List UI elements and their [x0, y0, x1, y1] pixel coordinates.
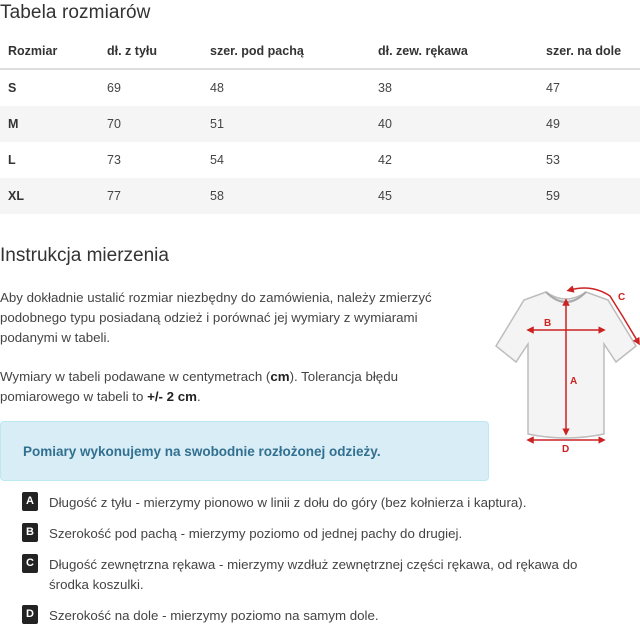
cell-value: 38	[370, 69, 538, 106]
table-row	[0, 69, 640, 106]
legend-badge-c: C	[22, 554, 38, 573]
legend-badge-a: A	[22, 492, 38, 511]
header-chest-width: szer. pod pachą	[202, 34, 370, 69]
header-size: Rozmiar	[0, 34, 99, 69]
tolerance-value: +/- 2 cm	[147, 389, 197, 404]
cell-value: 45	[370, 178, 538, 214]
size-table-title: Tabela rozmiarów	[0, 2, 151, 23]
unit-text: cm	[270, 369, 290, 384]
legend-text-c: Długość zewnętrzna rękawa - mierzymy wzdłuż zewnętrznej części rękawa, od rękawa do środka koszulki.	[49, 557, 578, 592]
label-c: C	[618, 292, 626, 303]
cell-size: L	[0, 142, 99, 178]
legend-text-d: Szerokość na dole - mierzymy poziomo na samym dole.	[49, 608, 379, 623]
cell-value: 69	[99, 69, 202, 106]
cell-value: 70	[99, 106, 202, 142]
instructions-paragraph: Aby dokładnie ustalić rozmiar niezbędny do zamówienia, należy zmierzyć podobnego typu posiadaną odzież i porównać jej wymiary z wymiarami podanymi w tabeli.	[0, 290, 432, 345]
label-d: D	[562, 444, 570, 454]
legend-badge-d: D	[22, 605, 38, 624]
legend-text-b: Szerokość pod pachą - mierzymy poziomo od jednej pachy do drugiej.	[49, 526, 463, 541]
table-row	[0, 106, 640, 142]
size-table	[0, 34, 640, 214]
info-note-text: Pomiary wykonujemy na swobodnie rozłożonej odzieży.	[23, 444, 381, 459]
tolerance-text-end: .	[196, 389, 201, 404]
cell-value: 58	[202, 178, 370, 214]
cell-size: M	[0, 106, 99, 142]
cell-size: S	[0, 69, 99, 106]
cell-value: 49	[538, 106, 640, 142]
size-table-header-row	[0, 34, 640, 69]
legend-text-a: Długość z tyłu - mierzymy pionowo w linii z dołu do góry (bez kołnierza i kaptura).	[49, 495, 527, 510]
header-sleeve-length: dł. zew. rękawa	[370, 34, 538, 69]
cell-value: 73	[99, 142, 202, 178]
legend-badge-b: B	[22, 523, 38, 542]
cell-value: 47	[538, 69, 640, 106]
table-row	[0, 178, 640, 214]
cell-value: 40	[370, 106, 538, 142]
tolerance-text-start: Wymiary w tabeli podawane w centymetrach (	[0, 369, 271, 384]
label-b: B	[544, 318, 552, 329]
cell-value: 53	[538, 142, 640, 178]
tolerance-text-middle: ). Tolerancja błędu pomiarowego w tabeli to	[0, 369, 398, 404]
header-bottom-width: szer. na dole	[538, 34, 640, 69]
cell-value: 51	[202, 106, 370, 142]
cell-value: 54	[202, 142, 370, 178]
cell-value: 48	[202, 69, 370, 106]
tolerance-paragraph	[0, 367, 470, 407]
cell-size: XL	[0, 178, 99, 214]
cell-value: 77	[99, 178, 202, 214]
header-back-length: dł. z tyłu	[99, 34, 202, 69]
table-row	[0, 142, 640, 178]
info-note-box	[0, 421, 489, 481]
instructions-title: Instrukcja mierzenia	[0, 245, 169, 266]
tshirt-measurement-diagram-icon	[492, 282, 640, 454]
label-a: A	[570, 376, 578, 387]
cell-value: 42	[370, 142, 538, 178]
cell-value: 59	[538, 178, 640, 214]
